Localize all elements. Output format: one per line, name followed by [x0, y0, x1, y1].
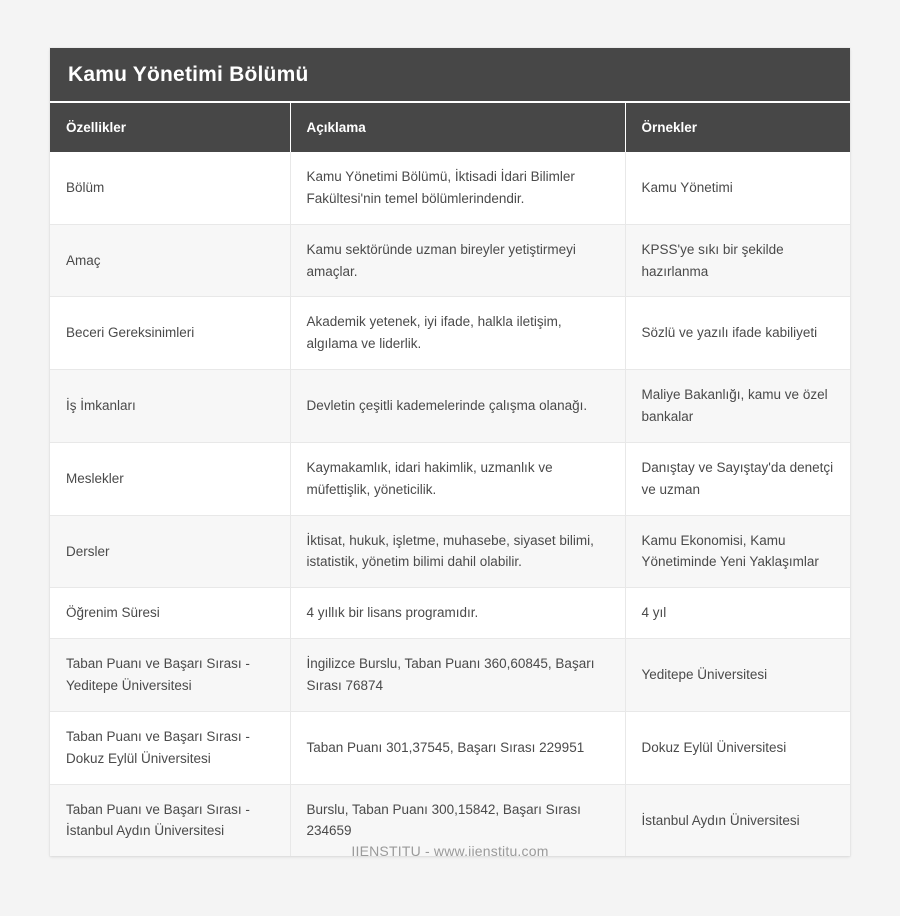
cell-example: KPSS'ye sıkı bir şekilde hazırlanma — [625, 224, 850, 297]
cell-description: 4 yıllık bir lisans programıdır. — [290, 588, 625, 639]
page-title: Kamu Yönetimi Bölümü — [68, 63, 309, 86]
table-row — [50, 639, 850, 712]
cell-example: Dokuz Eylül Üniversitesi — [625, 711, 850, 784]
cell-feature: Amaç — [50, 224, 290, 297]
cell-description: Kaymakamlık, idari hakimlik, uzmanlık ve müfettişlik, yöneticilik. — [290, 442, 625, 515]
table-row — [50, 224, 850, 297]
cell-example: Sözlü ve yazılı ifade kabiliyeti — [625, 297, 850, 370]
cell-feature: Bölüm — [50, 152, 290, 224]
cell-feature: Taban Puanı ve Başarı Sırası - Yeditepe Üniversitesi — [50, 639, 290, 712]
table-row — [50, 152, 850, 224]
cell-description: İngilizce Burslu, Taban Puanı 360,60845, Başarı Sırası 76874 — [290, 639, 625, 712]
column-header-examples: Örnekler — [625, 103, 850, 152]
cell-example: Yeditepe Üniversitesi — [625, 639, 850, 712]
cell-description: Taban Puanı 301,37545, Başarı Sırası 229951 — [290, 711, 625, 784]
cell-feature: Taban Puanı ve Başarı Sırası - İstanbul Aydın Üniversitesi — [50, 784, 290, 856]
cell-example: İstanbul Aydın Üniversitesi — [625, 784, 850, 856]
table-row — [50, 515, 850, 588]
cell-example: Kamu Ekonomisi, Kamu Yönetiminde Yeni Yaklaşımlar — [625, 515, 850, 588]
cell-feature: Dersler — [50, 515, 290, 588]
document-title-bar — [50, 48, 850, 101]
cell-description: Akademik yetenek, iyi ifade, halkla iletişim, algılama ve liderlik. — [290, 297, 625, 370]
info-table-card — [50, 48, 850, 856]
cell-example: Kamu Yönetimi — [625, 152, 850, 224]
cell-example: Danıştay ve Sayıştay'da denetçi ve uzman — [625, 442, 850, 515]
column-header-description: Açıklama — [290, 103, 625, 152]
cell-description: Burslu, Taban Puanı 300,15842, Başarı Sırası 234659 — [290, 784, 625, 856]
cell-feature: İş İmkanları — [50, 370, 290, 443]
table-body — [50, 152, 850, 856]
table-row — [50, 442, 850, 515]
cell-description: Devletin çeşitli kademelerinde çalışma olanağı. — [290, 370, 625, 443]
table-row — [50, 711, 850, 784]
column-header-features: Özellikler — [50, 103, 290, 152]
footer-attribution: IIENSTITU - www.iienstitu.com — [351, 843, 549, 859]
table-header-row — [50, 103, 850, 152]
cell-description: İktisat, hukuk, işletme, muhasebe, siyaset bilimi, istatistik, yönetim bilimi dahil olabilir. — [290, 515, 625, 588]
table-row — [50, 370, 850, 443]
table-row — [50, 588, 850, 639]
table-row — [50, 297, 850, 370]
cell-description: Kamu sektöründe uzman bireyler yetiştirmeyi amaçlar. — [290, 224, 625, 297]
table-header — [50, 103, 850, 152]
cell-description: Kamu Yönetimi Bölümü, İktisadi İdari Bilimler Fakültesi'nin temel bölümlerindendir. — [290, 152, 625, 224]
cell-feature: Meslekler — [50, 442, 290, 515]
cell-feature: Beceri Gereksinimleri — [50, 297, 290, 370]
features-table — [50, 103, 850, 856]
cell-example: 4 yıl — [625, 588, 850, 639]
cell-feature: Öğrenim Süresi — [50, 588, 290, 639]
cell-example: Maliye Bakanlığı, kamu ve özel bankalar — [625, 370, 850, 443]
cell-feature: Taban Puanı ve Başarı Sırası - Dokuz Eylül Üniversitesi — [50, 711, 290, 784]
